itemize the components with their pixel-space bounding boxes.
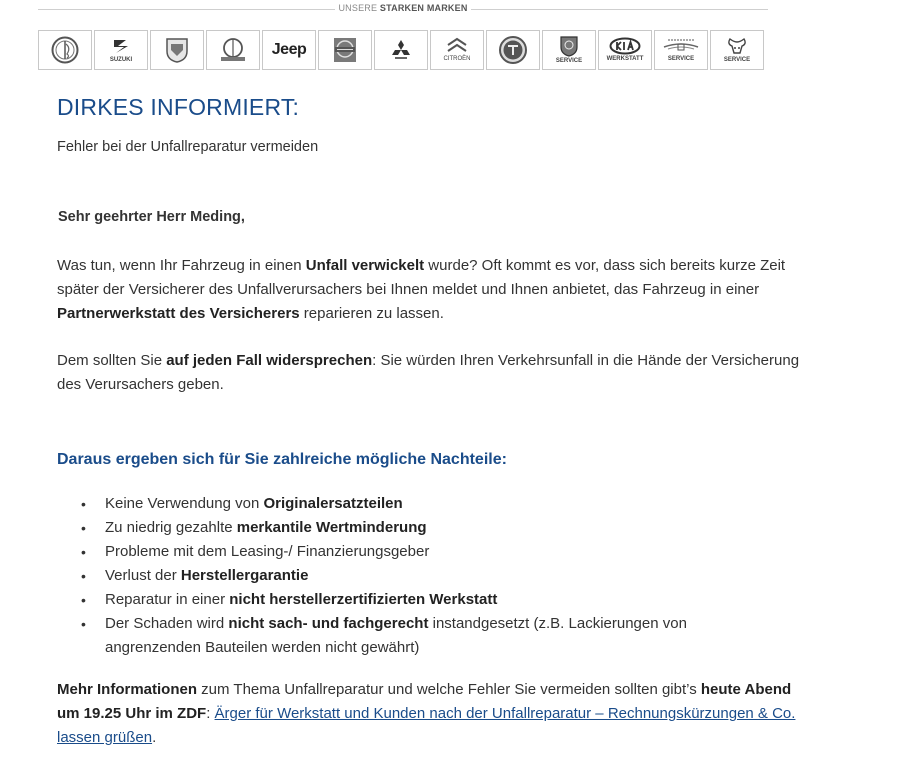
- brand-header-label: [38, 2, 768, 14]
- brand-header-strong: STARKEN MARKEN: [379, 3, 468, 13]
- list-item: [57, 564, 777, 588]
- newsletter-title: DIRKES INFORMIERT:: [57, 94, 300, 120]
- list-item-bold: Originalersatzteilen: [263, 495, 403, 512]
- nissan-logo-icon[interactable]: [318, 30, 372, 70]
- list-item-text-tail: instandgesetzt (z.B. Lackierungen von angrenzenden Bauteilen werden nicht gewährt): [105, 615, 687, 656]
- newsletter-subtitle: Fehler bei der Unfallreparatur vermeiden: [57, 139, 319, 155]
- brand-header-divider-right: [471, 9, 768, 10]
- bullet-icon: •: [81, 568, 86, 584]
- dodge-logo-icon[interactable]: [710, 30, 764, 70]
- list-item-text: Verlust der: [105, 567, 181, 584]
- list-item-bold: merkantile Wertminderung: [236, 519, 427, 536]
- suzuki-caption: SUZUKI: [109, 57, 133, 63]
- p1-text-1: Was tun, wenn Ihr Fahrzeug in einen: [57, 257, 306, 274]
- list-item-bold: Herstellergarantie: [180, 567, 309, 584]
- list-item: [57, 516, 777, 540]
- chrysler-caption: SERVICE: [667, 56, 695, 62]
- list-item: [57, 588, 777, 612]
- brand-header-prefix: UNSERE: [338, 3, 378, 13]
- jeep-wordmark: Jeep: [271, 41, 307, 58]
- list-item-text: Der Schaden wird: [105, 615, 229, 632]
- list-item: [57, 540, 777, 564]
- disadvantages-list: [57, 492, 777, 660]
- p1-bold-2: Partnerwerkstatt des Versicherers: [57, 305, 300, 322]
- list-item-text: Probleme mit dem Leasing-/ Finanzierungsgeber: [105, 543, 430, 560]
- kia-caption: WERKSTATT: [606, 56, 644, 62]
- list-item: [57, 492, 777, 516]
- p2-text-1: Dem sollten Sie: [57, 352, 167, 369]
- p1-bold-1: Unfall verwickelt: [305, 257, 425, 274]
- list-item-text: Keine Verwendung von: [105, 495, 264, 512]
- jeep-logo-icon[interactable]: [262, 30, 316, 70]
- chrysler-logo-icon[interactable]: [654, 30, 708, 70]
- list-item: [57, 612, 777, 660]
- paragraph-more-info: [57, 678, 802, 750]
- p1-text-3: reparieren zu lassen.: [299, 305, 444, 322]
- p1-text-2: wurde? Oft kommt es vor, dass sich bereits kurze Zeit später der Versicherer des Unfallverursachers bei Ihnen meldet und Ihnen anbietet, das Fahrzeug in einer: [57, 257, 786, 298]
- p2-bold-1: auf jeden Fall widersprechen: [166, 352, 373, 369]
- list-item-text: Zu niedrig gezahlte: [105, 519, 237, 536]
- lancia-logo-icon[interactable]: [206, 30, 260, 70]
- paragraph-object: [57, 349, 802, 397]
- list-item-bold: nicht herstellerzertifizierten Werkstatt: [229, 591, 498, 608]
- p3-text-2: :: [206, 705, 215, 722]
- lancia-service-caption: SERVICE: [555, 58, 583, 64]
- bullet-icon: •: [81, 616, 86, 632]
- suzuki-logo-icon[interactable]: [94, 30, 148, 70]
- abarth-logo-icon[interactable]: [150, 30, 204, 70]
- salutation: Sehr geehrter Herr Meding,: [58, 209, 245, 225]
- citroen-caption: CITROËN: [443, 56, 471, 62]
- p3-text-3: .: [152, 729, 157, 746]
- p2-text-2: : Sie würden Ihren Verkehrsunfall in die Hände der Versicherung des Verursachers geben.: [57, 352, 800, 393]
- kia-logo-icon[interactable]: [598, 30, 652, 70]
- citroen-logo-icon[interactable]: [430, 30, 484, 70]
- bullet-icon: •: [81, 496, 86, 512]
- list-item-bold: nicht sach- und fachgerecht: [228, 615, 429, 632]
- bullet-icon: •: [81, 592, 86, 608]
- p3-bold-2: heute Abend um 19.25 Uhr im ZDF: [57, 681, 792, 722]
- brand-header: [38, 2, 768, 16]
- lancia-service-logo-icon[interactable]: [542, 30, 596, 70]
- zdf-article-link[interactable]: Ärger für Werkstatt und Kunden nach der Unfallreparatur – Rechnungskürzungen & Co. lassen grüßen: [57, 705, 796, 746]
- dodge-caption: SERVICE: [723, 57, 751, 63]
- list-item-text: Reparatur in einer: [105, 591, 230, 608]
- fiat-logo-icon[interactable]: [486, 30, 540, 70]
- alfa-romeo-logo-icon[interactable]: [38, 30, 92, 70]
- disadvantages-heading: Daraus ergeben sich für Sie zahlreiche mögliche Nachteile:: [57, 451, 507, 468]
- p3-bold-1: Mehr Informationen: [57, 681, 198, 698]
- bullet-icon: •: [81, 544, 86, 560]
- p3-text-1: zum Thema Unfallreparatur und welche Fehler Sie vermeiden sollten gibt’s: [197, 681, 701, 698]
- bullet-icon: •: [81, 520, 86, 536]
- paragraph-accident: [57, 254, 802, 326]
- brand-logo-strip: [38, 30, 766, 71]
- mitsubishi-logo-icon[interactable]: [374, 30, 428, 70]
